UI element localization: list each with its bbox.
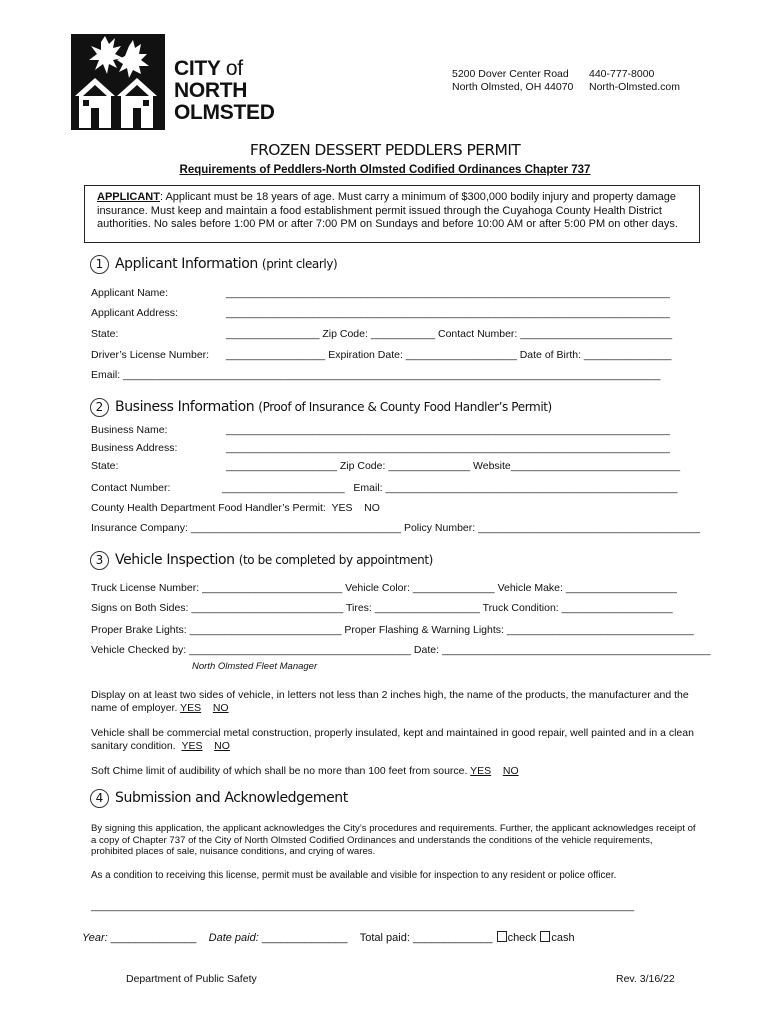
inspection-date-label: Date: [413,644,440,656]
address-line-2: North Olmsted, OH 44070 [452,81,574,93]
truck-license-label: Truck License Number: [91,582,200,594]
cash-label: cash [551,932,575,944]
city-logo [71,34,165,130]
website-link[interactable]: North-Olmsted.com [589,81,681,93]
date-paid-label: Date paid: [208,932,259,944]
section-vehicle-header [90,551,433,570]
section-title: Applicant Information [115,256,258,272]
license-row[interactable] [226,349,672,361]
vehicle-row-1[interactable]: Truck License Number: ________________________ Vehicle Color: ______________ Vehicle Make: ___________________ [91,582,677,594]
expiration-field: ___________________ [405,349,517,361]
flashing-lights-label: Proper Flashing & Warning Lights: [344,624,504,636]
year-label: Year: [82,932,108,944]
construction-yes[interactable]: YES [181,740,203,752]
contact-block [589,68,680,94]
contact-field: __________________________ [520,328,673,340]
houses-trees-logo-icon [71,34,165,130]
vehicle-row-2[interactable]: Signs on Both Sides: __________________________ Tires: __________________ Truck Condition: ___________________ [91,602,673,614]
chime-requirement [91,765,713,778]
zip-label: Zip Code: [322,328,368,340]
section-title: Business Information [115,399,255,415]
section-title: Submission and Acknowledgement [115,790,348,806]
expiration-label: Expiration Date: [328,349,403,361]
applicant-requirements-text: : Applicant must be 18 years of age. Must carry a minimum of $300,000 bodily injury and property damage insurance. Must keep and maintain a food establishment permit issued through the Cuyahoga County Health District authorities. No sales before 1:00 PM or after 7:00 PM on Sundays and before 10:00 AM or after 5:00 PM on other days. [97,191,678,230]
fleet-manager-note: North Olmsted Fleet Manager [192,661,318,672]
section-business-header [90,398,552,417]
applicant-email-row[interactable] [91,369,660,381]
health-permit-yes[interactable]: YES [331,502,353,514]
health-permit-no[interactable]: NO [364,502,380,514]
state-field: ________________ [226,328,320,340]
applicant-address-field[interactable]: ____________________________________________________________________________ [226,307,670,319]
applicant-address-label: Applicant Address: [91,307,178,319]
section-number-4: 4 [90,789,109,808]
construction-no[interactable]: NO [214,740,230,752]
business-email-label: Email: [353,482,383,494]
chime-yes[interactable]: YES [470,765,492,777]
zip-field: ___________ [370,328,436,340]
page-title: FROZEN DESSERT PEDDLERS PERMIT [249,141,521,159]
checked-by-label: Vehicle Checked by: [91,644,187,656]
address-block [452,68,573,94]
tires-label: Tires: [345,602,372,614]
date-paid-field[interactable]: ______________ [261,932,348,944]
logo-north: NORTH [174,79,248,102]
section-subtitle: (to be completed by appointment) [238,553,433,567]
vehicle-color-label: Vehicle Color: [345,582,410,594]
section-number-3: 3 [90,551,109,570]
page-subtitle: Requirements of Peddlers-North Olmsted Codified Ordinances Chapter 737 [179,164,591,176]
total-paid-field[interactable]: _____________ [412,932,493,944]
brake-lights-label: Proper Brake Lights: [91,624,187,636]
dob-field: _______________ [583,349,672,361]
business-address-field[interactable]: ____________________________________________________________________________ [226,442,670,454]
business-name-field[interactable]: ____________________________________________________________________________ [226,424,670,436]
signature-line[interactable]: _____________________________________________________________________________________________ [91,900,635,912]
phone-number: 440-777-8000 [589,68,655,80]
section-number-2: 2 [90,398,109,417]
vehicle-make-label: Vehicle Make: [497,582,563,594]
applicant-label: APPLICANT [97,191,160,203]
display-yes[interactable]: YES [180,702,202,714]
business-address-label: Business Address: [91,442,178,454]
vehicle-row-4[interactable]: Vehicle Checked by: ______________________________________ Date: ______________________________________________ [91,644,711,656]
logo-city: CITY [174,57,221,80]
business-name-label: Business Name: [91,424,168,436]
display-requirement-text: Display on at least two sides of vehicle, in letters not less than 2 inches high, the name of the products, the manufacturer and the name of employer. [91,689,689,714]
check-label: check [507,932,537,944]
business-state-label: State: [91,460,119,472]
address-line-1: 5200 Dover Center Road [452,68,569,80]
business-contact-row[interactable]: _____________________ Email: __________________________________________________ [222,482,678,494]
business-zip-label: Zip Code: [339,460,386,472]
business-contact-label: Contact Number: [91,482,171,494]
business-website-label: Website [473,460,511,472]
email-label: Email: [91,369,121,381]
health-permit-row [91,502,380,514]
display-requirement [91,689,713,715]
dob-label: Date of Birth: [519,349,581,361]
check-checkbox[interactable] [497,931,507,942]
insurance-label: Insurance Company: [91,522,188,534]
policy-label: Policy Number: [403,522,476,534]
section-subtitle: (Proof of Insurance & County Food Handler’s Permit) [258,400,552,414]
fees-row [82,931,575,944]
applicant-state-label: State: [91,328,119,340]
insurance-row[interactable]: Insurance Company: ____________________________________ Policy Number: ______________________________________ [91,522,700,534]
section-number-1: 1 [90,255,109,274]
display-no[interactable]: NO [212,702,229,714]
applicant-name-field[interactable]: ____________________________________________________________________________ [226,287,670,299]
section-subtitle: (print clearly) [261,257,338,271]
license-label: Driver’s License Number: [91,349,210,361]
section-title: Vehicle Inspection [115,552,235,568]
chime-requirement-text: Soft Chime limit of audibility of which shall be no more than 100 feet from source. [91,765,468,777]
year-field[interactable]: ______________ [110,932,197,944]
footer-department: Department of Public Safety [126,973,257,985]
email-field: ____________________________________________________________________________________________ [123,369,661,381]
logo-olmsted: OLMSTED [174,101,275,124]
logo-wordmark [174,58,275,124]
health-permit-label: County Health Department Food Handler’s Permit: [91,502,326,514]
construction-requirement [91,727,713,753]
total-paid-label: Total paid: [359,932,410,944]
logo-of: of [225,57,243,80]
construction-requirement-text: Vehicle shall be commercial metal construction, properly insulated, kept and maintained in good repair, well painted and in a clean sanitary condition. [91,727,694,752]
applicant-requirements-box [84,185,700,243]
contact-label: Contact Number: [437,328,518,340]
footer-revision: Rev. 3/16/22 [616,973,675,985]
license-condition: As a condition to receiving this license, permit must be available and visible for inspection to any resident or police officer. [91,870,617,881]
applicant-state-row[interactable] [226,328,672,340]
license-field: _________________ [226,349,326,361]
signs-label: Signs on Both Sides: [91,602,189,614]
acknowledgement-paragraph: By signing this application, the applicant acknowledges the City’s procedures and requirements. Further, the applicant acknowledges receipt of a copy of Chapter 737 of the City of North Olmsted Codified Ordinances and understands the conditions of the vehicle requirements, prohibited places of sale, nuisance conditions, and crying of wares. [91,823,696,857]
applicant-name-label: Applicant Name: [91,287,169,299]
cash-checkbox[interactable] [540,931,550,942]
vehicle-row-3[interactable]: Proper Brake Lights: __________________________ Proper Flashing & Warning Lights: ________________________________ [91,624,694,636]
truck-condition-label: Truck Condition: [482,602,559,614]
section-applicant-header [90,255,337,274]
chime-no[interactable]: NO [502,765,519,777]
business-state-row[interactable]: ___________________ Zip Code: ______________ Website_____________________________ [226,460,681,472]
section-submission-header [90,789,348,808]
